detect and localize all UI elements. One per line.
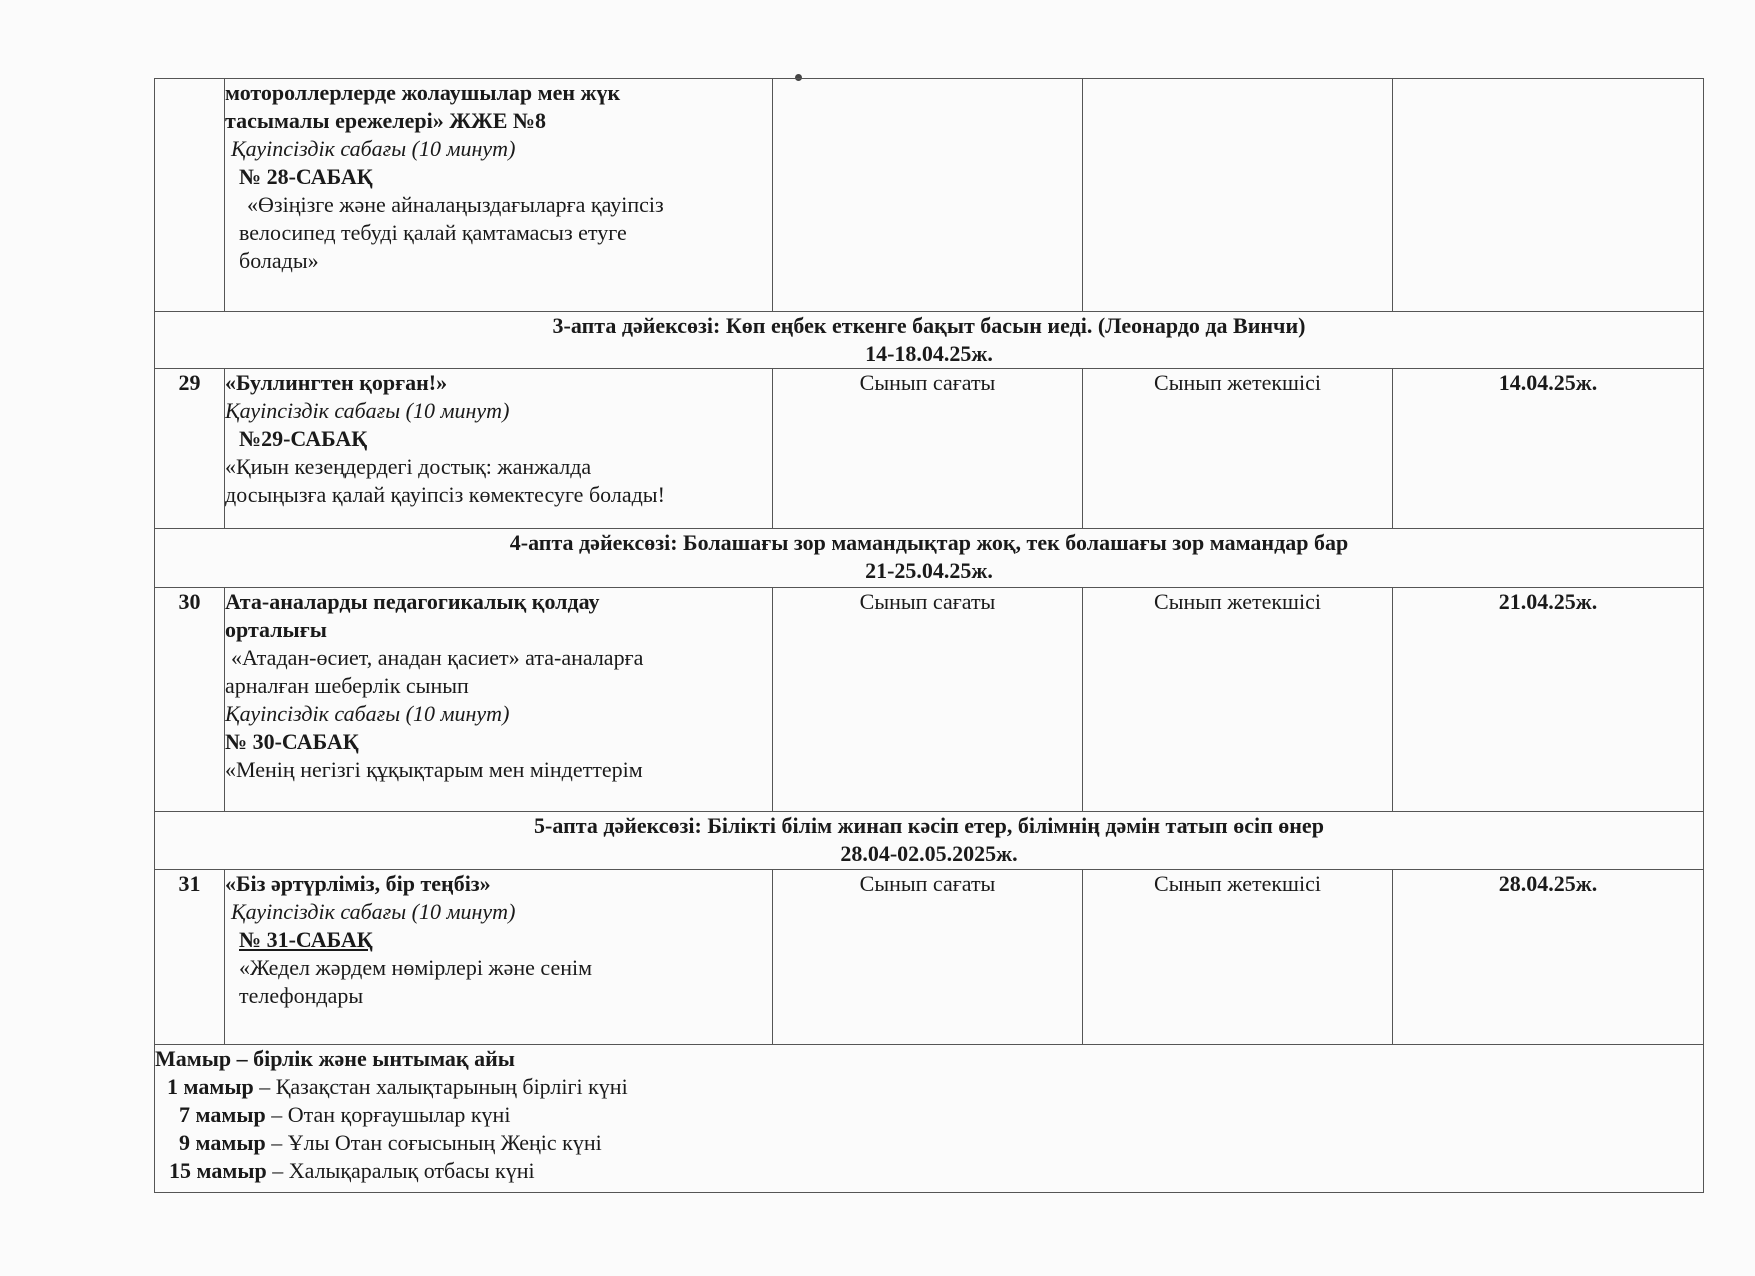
- event-topic-cell: [225, 870, 773, 1045]
- month-title: Мамыр – бірлік және ынтымақ айы: [155, 1046, 515, 1071]
- date-cell: 21.04.25ж.: [1393, 588, 1704, 812]
- week-quote-row: [155, 812, 1704, 870]
- lesson-number: № 28-САБАҚ: [239, 164, 373, 189]
- event-topic-cell: [225, 79, 773, 312]
- topic-line: «Жедел жәрдем нөмірлері және сенім: [239, 955, 593, 980]
- holiday-date: 9 мамыр: [179, 1130, 266, 1155]
- row-number: [155, 79, 225, 312]
- topic-line: велосипед тебуді қалай қамтамасыз етуге: [239, 220, 627, 245]
- row-number: 29: [155, 369, 225, 529]
- row-number: 31: [155, 870, 225, 1045]
- event-form-cell: [773, 79, 1083, 312]
- holiday-name: – Қазақстан халықтарының бірлігі күні: [253, 1074, 628, 1099]
- responsible-cell: Сынып жетекшісі: [1083, 369, 1393, 529]
- holiday-name: – Халықаралық отбасы күні: [266, 1158, 535, 1183]
- event-form-cell: Сынып сағаты: [773, 870, 1083, 1045]
- responsible-cell: [1083, 79, 1393, 312]
- holiday-item: [155, 1101, 1703, 1129]
- lesson-number: № 30-САБАҚ: [225, 729, 359, 754]
- event-form-cell: Сынып сағаты: [773, 588, 1083, 812]
- topic-line: досыңызға қалай қауіпсіз көмектесуге болады!: [225, 482, 665, 507]
- holiday-name: – Отан қорғаушылар күні: [265, 1102, 511, 1127]
- table-row: [155, 588, 1704, 812]
- topic-line: «Өзіңізге және айналаңыздағыларға қауіпсіз: [247, 192, 664, 217]
- topic-line: Ата-аналарды педагогикалық қолдау: [225, 589, 600, 614]
- topic-line: тасымалы ережелері» ЖЖЕ №8: [225, 108, 546, 133]
- topic-line: «Менің негізгі құқықтарым мен міндеттерім: [225, 757, 643, 782]
- topic-line: «Біз әртүрліміз, бір теңбіз»: [225, 871, 491, 896]
- holiday-date: 7 мамыр: [179, 1102, 266, 1127]
- holiday-item: [155, 1073, 1703, 1101]
- holiday-item: [155, 1157, 1703, 1185]
- lesson-number: № 31-САБАҚ: [239, 927, 373, 952]
- week-dates: 14-18.04.25ж.: [865, 341, 993, 366]
- table-row: [155, 369, 1704, 529]
- holiday-item: [155, 1129, 1703, 1157]
- date-cell: [1393, 79, 1704, 312]
- event-topic-cell: [225, 369, 773, 529]
- topic-line: мотороллерлерде жолаушылар мен жүк: [225, 80, 621, 105]
- event-topic-cell: [225, 588, 773, 812]
- safety-lesson-label: Қауіпсіздік сабағы (10 минут): [231, 136, 516, 161]
- week-quote: 4-апта дәйексөзі: Болашағы зор мамандықтар жоқ, тек болашағы зор мамандар бар: [509, 530, 1349, 555]
- topic-line: «Атадан-өсиет, анадан қасиет» ата-аналарға: [231, 645, 644, 670]
- month-section-row: [155, 1045, 1704, 1193]
- week-quote-cell: [155, 529, 1704, 588]
- week-dates: 21-25.04.25ж.: [865, 558, 993, 583]
- month-section-cell: [155, 1045, 1704, 1193]
- table-row: [155, 870, 1704, 1045]
- week-quote: 3-апта дәйексөзі: Көп еңбек еткенге бақыт басын иеді. (Леонардо да Винчи): [552, 313, 1306, 338]
- event-form-cell: Сынып сағаты: [773, 369, 1083, 529]
- responsible-cell: Сынып жетекшісі: [1083, 588, 1393, 812]
- week-dates: 28.04-02.05.2025ж.: [840, 841, 1018, 866]
- topic-line: «Қиын кезеңдердегі достық: жанжалда: [225, 454, 592, 479]
- topic-line: орталығы: [225, 617, 327, 642]
- safety-lesson-label: Қауіпсіздік сабағы (10 минут): [225, 701, 510, 726]
- week-quote: 5-апта дәйексөзі: Білікті білім жинап кәсіп етер, білімнің дәмін татып өсіп өнер: [534, 813, 1324, 838]
- safety-lesson-label: Қауіпсіздік сабағы (10 минут): [225, 398, 510, 423]
- table-row: [155, 79, 1704, 312]
- event-plan-table: [154, 78, 1704, 1193]
- date-cell: 14.04.25ж.: [1393, 369, 1704, 529]
- row-number: 30: [155, 588, 225, 812]
- lesson-number: №29-САБАҚ: [239, 426, 368, 451]
- week-quote-row: [155, 312, 1704, 369]
- holiday-date: 15 мамыр: [169, 1158, 267, 1183]
- topic-line: «Буллингтен қорған!»: [225, 370, 448, 395]
- week-quote-cell: [155, 812, 1704, 870]
- week-quote-row: [155, 529, 1704, 588]
- responsible-cell: Сынып жетекшісі: [1083, 870, 1393, 1045]
- safety-lesson-label: Қауіпсіздік сабағы (10 минут): [231, 899, 516, 924]
- week-quote-cell: [155, 312, 1704, 369]
- holiday-name: – Ұлы Отан соғысының Жеңіс күні: [265, 1130, 602, 1155]
- date-cell: 28.04.25ж.: [1393, 870, 1704, 1045]
- topic-line: болады»: [239, 248, 319, 273]
- topic-line: телефондары: [239, 983, 364, 1008]
- holiday-date: 1 мамыр: [167, 1074, 254, 1099]
- topic-line: арналған шеберлік сынып: [225, 673, 469, 698]
